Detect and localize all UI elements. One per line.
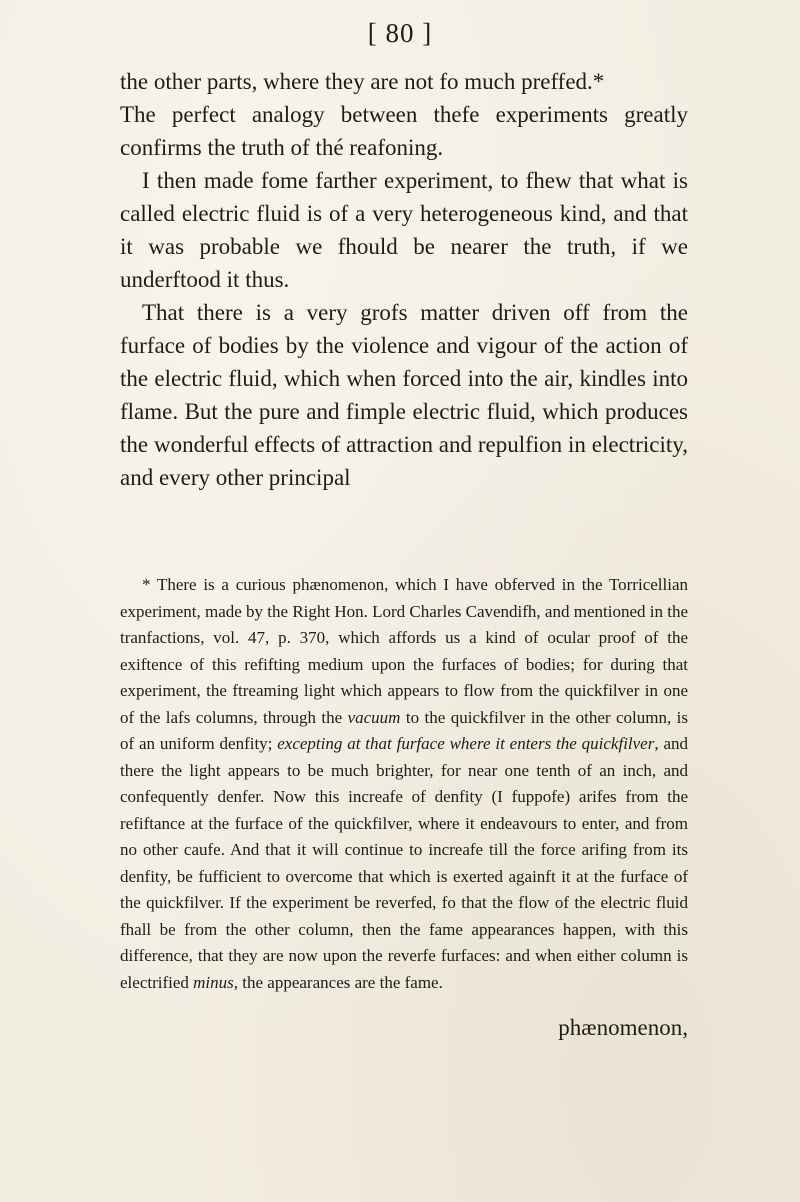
footnote-text-part-2: to the quickfilver in the other column, is of an uniform denfity;	[120, 707, 688, 753]
footnote	[120, 572, 688, 996]
footnote-text-part-4: , the appearances are the fame.	[233, 972, 443, 992]
footnote-italic-minus: minus	[193, 972, 234, 992]
paragraph-gross-matter: That there is a very grofs matter driven off from the furface of bodies by the violence and vigour of the action of the electric fluid, which when forced into the air, kindles into flame. But the pure and fimple electric fluid, which produces the wonderful effects of attraction and repulfion in electricity, and every other principal	[120, 300, 688, 490]
main-text-block	[120, 65, 688, 494]
footnote-text	[120, 572, 688, 996]
footnote-italic-phrase: excepting at that furface where it enters the quickfilver	[277, 734, 655, 753]
paragraph-experiment: I then made fome farther experiment, to fhew that what is called electric fluid is of a very heterogeneous kind, and that it was probable we fhould be nearer the truth, if we underftood it thus.	[120, 168, 688, 292]
paragraph-continuation: the other parts, where they are not fo much preffed.*	[120, 69, 605, 94]
page-number: [ 80 ]	[367, 18, 433, 48]
footnote-text-part-3: , and there the light appears to be much brighter, for near one tenth of an inch, and confequently denfer. Now this increafe of denfity (I fuppofe) arifes from the refiftance at the furface of the quickfilver, where it endeavours to enter, and from no other caufe. And that it will continue to increafe till the force arifing from its denfity, be fufficient to overcome that which is exerted againft it at the furface of the quickfilver. If the experiment be reverfed, fo that the flow of the electric fluid fhall be from the other column, then the fame appearances happen, with this difference, that they are now upon the reverfe furfaces: and when either column is electrified	[120, 734, 688, 992]
footnote-text-part-1: * There is a curious phænomenon, which I have obferved in the Torricellian experiment, made by the Right Hon. Lord Charles Cavendifh, and mentioned in the tranfactions, vol. 47, p. 370, which affords us a kind of ocular proof of the exiftence of this refifting medium upon the furfaces of bodies; for during that experiment, the ftreaming light which appears to flow from the quickfilver in one of the lafs columns, through the	[120, 575, 688, 727]
catchword: phænomenon,	[558, 1015, 688, 1040]
footnote-italic-vacuum: vacuum	[347, 707, 401, 727]
paragraph-analogy: The perfect analogy between thefe experiments greatly confirms the truth of thé reafoning.	[120, 102, 688, 160]
